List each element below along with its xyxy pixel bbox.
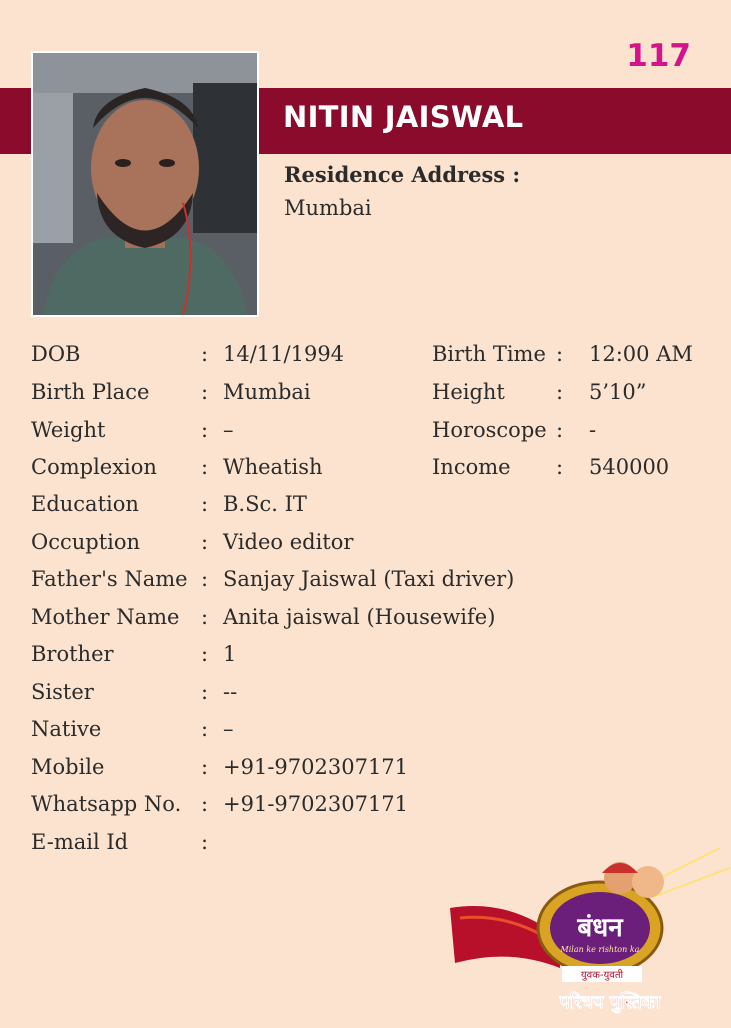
bandhan-logo xyxy=(450,848,731,1024)
detail-value: 14/11/1994 xyxy=(223,342,345,366)
side-detail-value: 540000 xyxy=(589,455,670,479)
detail-value: B.Sc. IT xyxy=(223,492,307,516)
side-detail-value: - xyxy=(589,418,597,442)
detail-value: – xyxy=(223,418,234,442)
detail-label: Education xyxy=(31,492,139,516)
detail-separator: : xyxy=(201,717,209,741)
detail-separator: : xyxy=(201,342,209,366)
detail-separator: : xyxy=(201,380,209,404)
detail-label: Occuption xyxy=(31,530,141,554)
side-detail-separator: : xyxy=(556,342,564,366)
detail-label: DOB xyxy=(31,342,81,366)
detail-label: Father's Name xyxy=(31,567,188,591)
profile-number: 117 xyxy=(626,38,691,74)
profile-photo xyxy=(31,51,259,317)
detail-value: +91-9702307171 xyxy=(223,755,409,779)
detail-label: Brother xyxy=(31,642,114,666)
candidate-name: NITIN JAISWAL xyxy=(283,100,524,134)
detail-label: E-mail Id xyxy=(31,830,129,854)
detail-value: Mumbai xyxy=(223,380,311,404)
detail-label: Weight xyxy=(31,418,106,442)
residence-address-value: Mumbai xyxy=(284,196,372,220)
logo-caption: परिचय पुस्तिका xyxy=(559,992,661,1013)
side-detail-value: 5’10” xyxy=(589,380,647,404)
side-detail-separator: : xyxy=(556,380,564,404)
detail-separator: : xyxy=(201,455,209,479)
person-photo-icon xyxy=(33,53,257,315)
logo-tagline: Milan ke rishton ka xyxy=(560,945,640,954)
side-detail-label: Horoscope xyxy=(432,418,547,442)
logo-subtitle: युवक-युवती xyxy=(580,970,624,981)
detail-separator: : xyxy=(201,492,209,516)
detail-separator: : xyxy=(201,605,209,629)
detail-label: Whatsapp No. xyxy=(31,792,182,816)
side-detail-label: Birth Time xyxy=(432,342,546,366)
logo-title: बंधन xyxy=(577,913,623,943)
detail-value: Sanjay Jaiswal (Taxi driver) xyxy=(223,567,515,591)
detail-separator: : xyxy=(201,755,209,779)
detail-label: Mobile xyxy=(31,755,105,779)
detail-separator: : xyxy=(201,530,209,554)
detail-value: Video editor xyxy=(223,530,354,554)
detail-separator: : xyxy=(201,680,209,704)
side-detail-value: 12:00 AM xyxy=(589,342,693,366)
detail-separator: : xyxy=(201,567,209,591)
detail-label: Complexion xyxy=(31,455,157,479)
detail-value: Wheatish xyxy=(223,455,323,479)
residence-address-label: Residence Address : xyxy=(284,162,521,187)
detail-value: 1 xyxy=(223,642,237,666)
detail-value: +91-9702307171 xyxy=(223,792,409,816)
detail-label: Mother Name xyxy=(31,605,180,629)
side-detail-label: Height xyxy=(432,380,505,404)
bandhan-logo-icon xyxy=(450,848,731,1024)
side-detail-separator: : xyxy=(556,455,564,479)
detail-value: Anita jaiswal (Housewife) xyxy=(223,605,496,629)
side-detail-separator: : xyxy=(556,418,564,442)
detail-separator: : xyxy=(201,830,209,854)
side-detail-label: Income xyxy=(432,455,511,479)
detail-label: Birth Place xyxy=(31,380,150,404)
detail-label: Sister xyxy=(31,680,94,704)
detail-value: – xyxy=(223,717,234,741)
detail-separator: : xyxy=(201,792,209,816)
detail-value: -- xyxy=(223,680,238,704)
detail-separator: : xyxy=(201,418,209,442)
detail-label: Native xyxy=(31,717,102,741)
detail-separator: : xyxy=(201,642,209,666)
